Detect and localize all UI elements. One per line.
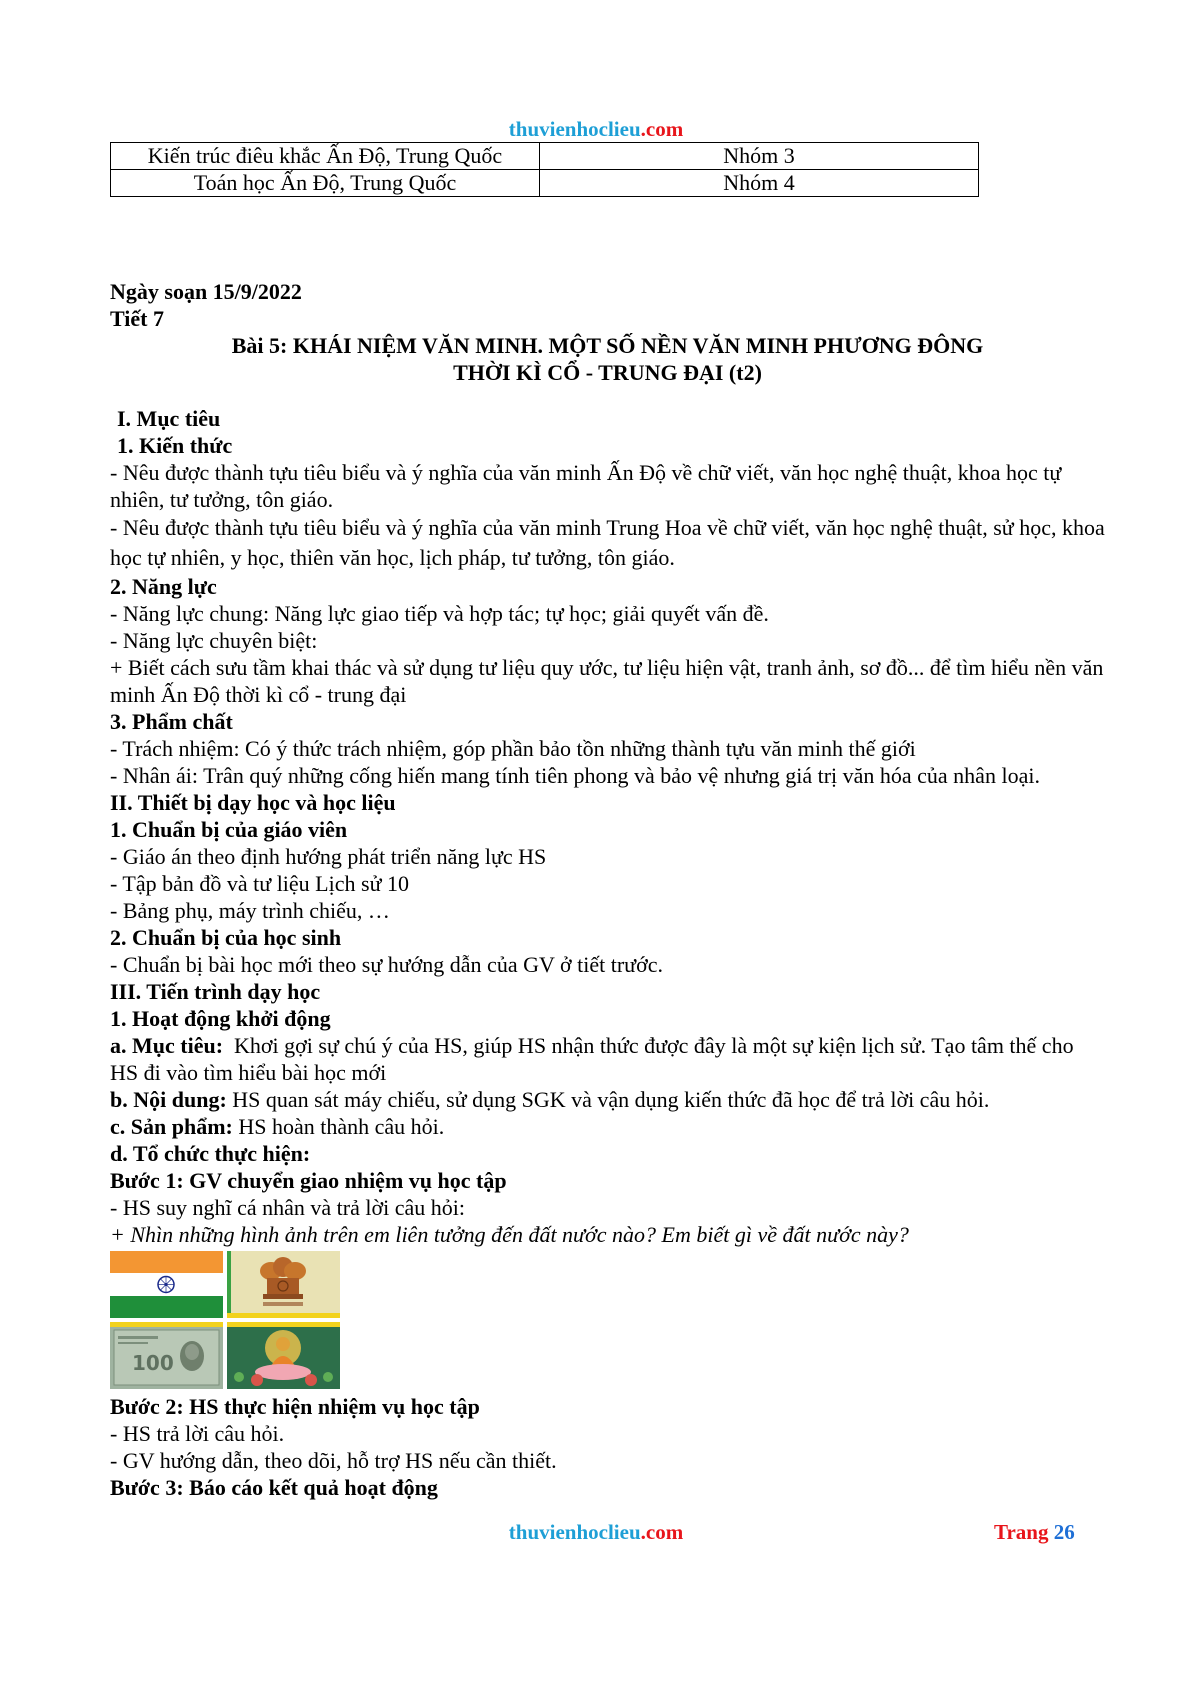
subheading-organization: d. Tổ chức thực hiện: xyxy=(110,1141,311,1166)
table-row xyxy=(111,143,979,170)
teacher-prep-item-2: - Tập bản đồ và tư liệu Lịch sử 10 xyxy=(110,871,409,896)
subheading-student-prep: 2. Chuẩn bị của học sinh xyxy=(110,925,342,950)
content-text: HS quan sát máy chiếu, sử dụng SGK và vận dụng kiến thức đã học để trả lời câu hỏi. xyxy=(226,1087,990,1112)
step2-item-1: - HS trả lời câu hỏi. xyxy=(110,1421,285,1446)
knowledge-item-1: - Nêu được thành tựu tiêu biểu và ý nghĩa của văn minh Ấn Độ về chữ viết, văn học nghệ thuật, khoa học tự nhiên, tư tưởng, tôn giáo. xyxy=(110,460,1062,512)
table-cell-group: Nhóm 4 xyxy=(540,170,979,197)
lesson-content xyxy=(110,278,1105,1501)
product-label: c. Sản phẩm: xyxy=(110,1114,233,1139)
table-cell-topic: Kiến trúc điêu khắc Ấn Độ, Trung Quốc xyxy=(111,143,540,170)
step1-question: + Nhìn những hình ảnh trên em liên tưởng đến đất nước nào? Em biết gì về đất nước này? xyxy=(110,1222,909,1247)
section-heading-procedure: III. Tiến trình dạy học xyxy=(110,979,321,1004)
svg-text:100: 100 xyxy=(132,1351,174,1375)
table-cell-topic: Toán học Ấn Độ, Trung Quốc xyxy=(111,170,540,197)
page-number xyxy=(994,1520,1075,1545)
quality-item-2: - Nhân ái: Trân quý những cống hiến mang tính tiên phong và bảo vệ nhưng giá trị văn hóa của nhân loại. xyxy=(110,763,1040,788)
teacher-prep-item-1: - Giáo án theo định hướng phát triển năng lực HS xyxy=(110,844,547,869)
goal-text: Khơi gợi sự chú ý của HS, giúp HS nhận thức được đây là một sự kiện lịch sử. Tạo tâm thế cho HS đi vào tìm hiểu bài học mới xyxy=(110,1033,1080,1085)
header-brand-name: thuvienhoclieu xyxy=(508,117,641,141)
lesson-period: Tiết 7 xyxy=(110,306,164,331)
step1-item-1: - HS suy nghĩ cá nhân và trả lời câu hỏi: xyxy=(110,1195,465,1220)
lesson-title-line2: THỜI KÌ CỔ - TRUNG ĐẠI (t2) xyxy=(453,360,762,385)
teacher-prep-item-3: - Bảng phụ, máy trình chiếu, … xyxy=(110,898,390,923)
subheading-warmup: 1. Hoạt động khởi động xyxy=(110,1006,331,1031)
step1-heading: Bước 1: GV chuyển giao nhiệm vụ học tập xyxy=(110,1168,507,1193)
knowledge-item-2: - Nêu được thành tựu tiêu biểu và ý nghĩa của văn minh Trung Hoa về chữ viết, văn học nghệ thuật, sử học, khoa học tự nhiên, y học, thiên văn học, lịch pháp, tư tưởng, tôn giáo. xyxy=(110,515,1105,570)
step3-heading: Bước 3: Báo cáo kết quả hoạt động xyxy=(110,1475,438,1500)
page-number-value: 26 xyxy=(1053,1520,1075,1544)
table-cell-group: Nhóm 3 xyxy=(540,143,979,170)
step2-item-2: - GV hướng dẫn, theo dõi, hỗ trợ HS nếu cần thiết. xyxy=(110,1448,557,1473)
subheading-quality: 3. Phẩm chất xyxy=(110,709,233,734)
subheading-ability: 2. Năng lực xyxy=(110,574,217,599)
product-text: HS hoàn thành câu hỏi. xyxy=(232,1114,445,1139)
ability-item-1: - Năng lực chung: Năng lực giao tiếp và hợp tác; tự học; giải quyết vấn đề. xyxy=(110,601,769,626)
section-heading-objectives: I. Mục tiêu xyxy=(117,406,221,431)
india-flag-image xyxy=(110,1251,223,1318)
warmup-product xyxy=(110,1113,1105,1140)
header-brand-domain: .com xyxy=(640,117,684,141)
footer-brand-name: thuvienhoclieu xyxy=(508,1520,641,1544)
warmup-goal xyxy=(110,1032,1105,1086)
quality-item-1: - Trách nhiệm: Có ý thức trách nhiệm, góp phần bảo tồn những thành tựu văn minh thế giới xyxy=(110,736,916,761)
content-label: b. Nội dung: xyxy=(110,1087,227,1112)
ashoka-emblem-image xyxy=(227,1251,340,1318)
subheading-teacher-prep: 1. Chuẩn bị của giáo viên xyxy=(110,817,348,842)
footer-brand-domain: .com xyxy=(640,1520,684,1544)
rupee-banknote-image xyxy=(110,1322,223,1389)
lesson-date: Ngày soạn 15/9/2022 xyxy=(110,279,302,304)
lesson-title-line1: Bài 5: KHÁI NIỆM VĂN MINH. MỘT SỐ NỀN VĂN MINH PHƯƠNG ĐÔNG xyxy=(231,333,984,358)
step2-heading: Bước 2: HS thực hiện nhiệm vụ học tập xyxy=(110,1394,480,1419)
header-brand[interactable] xyxy=(0,117,1192,142)
subheading-knowledge: 1. Kiến thức xyxy=(117,433,233,458)
goal-label: a. Mục tiêu: xyxy=(110,1033,224,1058)
group-assignment-table xyxy=(110,142,979,197)
ability-item-3: + Biết cách sưu tầm khai thác và sử dụng tư liệu quy ước, tư liệu hiện vật, tranh ảnh, sơ đồ... để tìm hiểu nền văn minh Ấn Độ thời kì cổ - trung đại xyxy=(110,655,1104,707)
table-row xyxy=(111,170,979,197)
student-prep-item-1: - Chuẩn bị bài học mới theo sự hướng dẫn của GV ở tiết trước. xyxy=(110,952,663,977)
india-image-collage xyxy=(110,1251,340,1389)
section-heading-equipment: II. Thiết bị dạy học và học liệu xyxy=(110,790,396,815)
page-number-label: Trang xyxy=(994,1520,1054,1544)
warmup-content xyxy=(110,1086,1105,1113)
ability-item-2: - Năng lực chuyên biệt: xyxy=(110,628,318,653)
buddha-painting-image xyxy=(227,1322,340,1389)
